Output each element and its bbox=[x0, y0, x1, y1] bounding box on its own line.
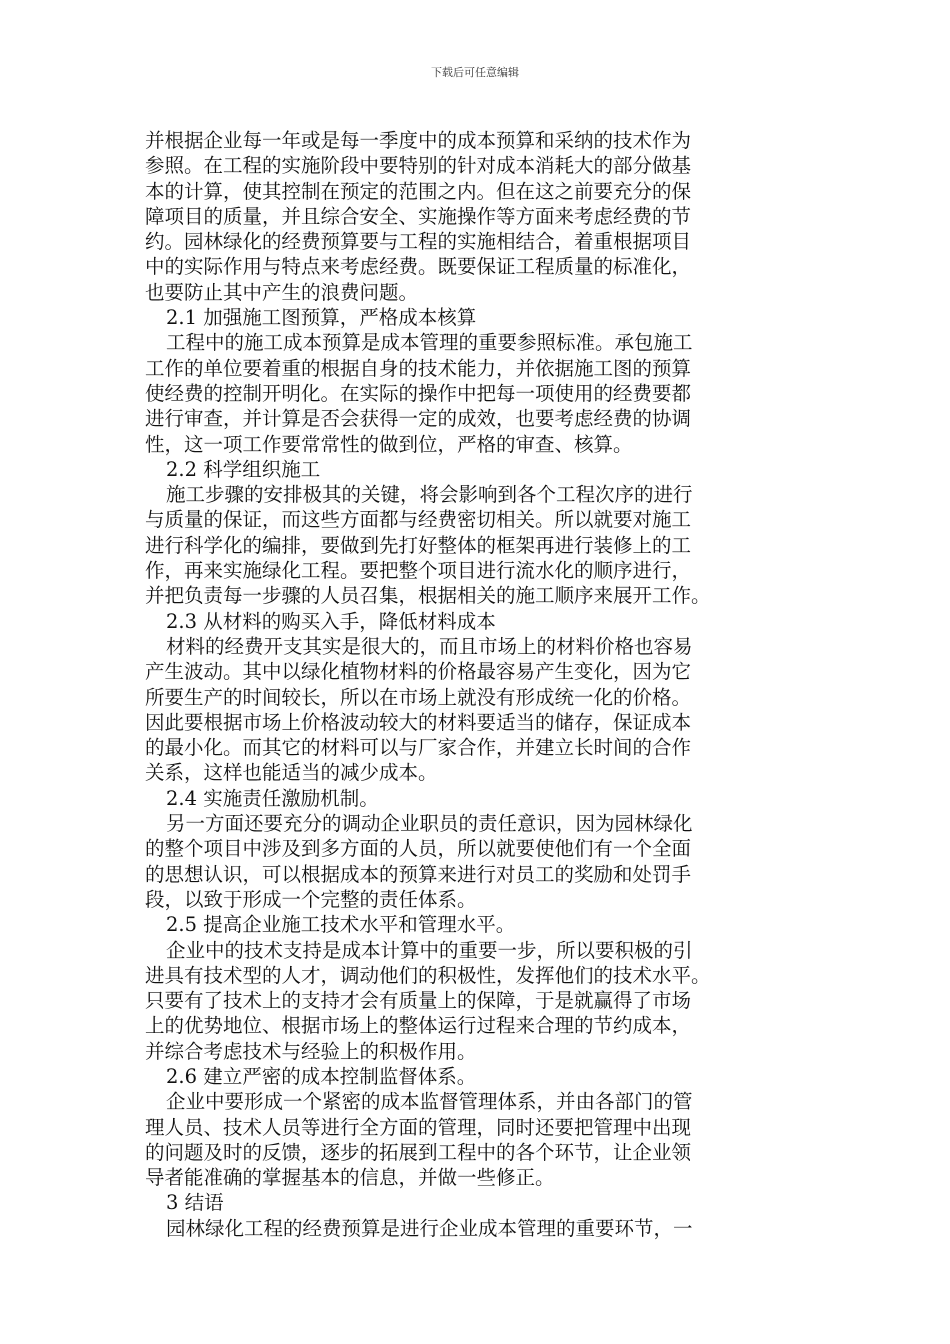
text-line: 本的计算，使其控制在预定的范围之内。但在这之前要充分的保 bbox=[145, 179, 692, 203]
document-body bbox=[145, 128, 785, 1241]
text-line: 工作的单位要着重的根据自身的技术能力，并依据施工图的预算 bbox=[145, 356, 692, 380]
text-line: 所要生产的时间较长，所以在市场上就没有形成统一化的价格。 bbox=[145, 685, 692, 709]
text-line: 的问题及时的反馈，逐步的拓展到工程中的各个环节，让企业领 bbox=[145, 1140, 692, 1164]
text-line: 进行审查，并计算是否会获得一定的成效，也要考虑经费的协调 bbox=[145, 407, 692, 431]
text-line: 2.6 建立严密的成本控制监督体系。 bbox=[166, 1064, 477, 1088]
text-line: 进具有技术型的人才，调动他们的积极性，发挥他们的技术水平。 bbox=[145, 963, 711, 987]
text-line: 的最小化。而其它的材料可以与厂家合作，并建立长时间的合作 bbox=[145, 736, 692, 760]
text-line: 理人员、技术人员等进行全方面的管理，同时还要把管理中出现 bbox=[145, 1115, 692, 1139]
page-header-note: 下载后可任意编辑 bbox=[431, 66, 519, 79]
text-line: 使经费的控制开明化。在实际的操作中把每一项使用的经费要都 bbox=[145, 381, 692, 405]
text-line: 关系，这样也能适当的减少成本。 bbox=[145, 761, 438, 785]
text-line: 参照。在工程的实施阶段中要特别的针对成本消耗大的部分做基 bbox=[145, 154, 692, 178]
text-line: 因此要根据市场上价格波动较大的材料要适当的储存，保证成本 bbox=[145, 710, 692, 734]
text-line: 产生波动。其中以绿化植物材料的价格最容易产生变化，因为它 bbox=[145, 660, 692, 684]
text-line: 2.2 科学组织施工 bbox=[166, 457, 321, 481]
text-line: 性，这一项工作要常常性的做到位，严格的审查、核算。 bbox=[145, 432, 633, 456]
text-line: 并综合考虑技术与经验上的积极作用。 bbox=[145, 1039, 477, 1063]
text-line: 也要防止其中产生的浪费问题。 bbox=[145, 280, 419, 304]
text-line: 导者能准确的掌握基本的信息，并做一些修正。 bbox=[145, 1166, 555, 1190]
text-line: 中的实际作用与特点来考虑经费。既要保证工程质量的标准化， bbox=[145, 255, 692, 279]
text-line: 的整个项目中涉及到多方面的人员，所以就要使他们有一个全面 bbox=[145, 837, 692, 861]
text-line: 园林绿化工程的经费预算是进行企业成本管理的重要环节，一 bbox=[166, 1216, 693, 1240]
text-line: 的思想认识，可以根据成本的预算来进行对员工的奖励和处罚手 bbox=[145, 862, 692, 886]
text-line: 材料的经费开支其实是很大的，而且市场上的材料价格也容易 bbox=[166, 634, 693, 658]
text-line: 约。园林绿化的经费预算要与工程的实施相结合，着重根据项目 bbox=[145, 230, 692, 254]
text-line: 并根据企业每一年或是每一季度中的成本预算和采纳的技术作为 bbox=[145, 129, 692, 152]
text-line: 并把负责每一步骤的人员召集，根据相关的施工顺序来展开工作。 bbox=[145, 584, 711, 608]
text-line: 施工步骤的安排极其的关键，将会影响到各个工程次序的进行 bbox=[166, 483, 693, 507]
text-line: 2.4 实施责任激励机制。 bbox=[166, 786, 379, 810]
text-line: 障项目的质量，并且综合安全、实施操作等方面来考虑经费的节 bbox=[145, 204, 692, 228]
text-line: 进行科学化的编排，要做到先打好整体的框架再进行装修上的工 bbox=[145, 533, 692, 557]
text-line: 工程中的施工成本预算是成本管理的重要参照标准。承包施工 bbox=[166, 331, 693, 355]
text-line: 企业中的技术支持是成本计算中的重要一步，所以要积极的引 bbox=[166, 938, 693, 962]
text-line: 只要有了技术上的支持才会有质量上的保障，于是就赢得了市场 bbox=[145, 989, 692, 1013]
text-line: 3 结语 bbox=[166, 1191, 224, 1215]
text-line: 2.1 加强施工图预算，严格成本核算 bbox=[166, 306, 477, 330]
text-line: 2.5 提高企业施工技术水平和管理水平。 bbox=[166, 913, 516, 937]
text-line: 上的优势地位、根据市场上的整体运行过程来合理的节约成本， bbox=[145, 1014, 692, 1038]
text-line: 段，以致于形成一个完整的责任体系。 bbox=[145, 887, 477, 911]
text-line: 另一方面还要充分的调动企业职员的责任意识，因为园林绿化 bbox=[166, 812, 693, 836]
text-line: 作，再来实施绿化工程。要把整个项目进行流水化的顺序进行， bbox=[145, 559, 692, 583]
text-line: 企业中要形成一个紧密的成本监督管理体系，并由各部门的管 bbox=[166, 1090, 693, 1114]
text-line: 与质量的保证，而这些方面都与经费密切相关。所以就要对施工 bbox=[145, 508, 692, 532]
text-line: 2.3 从材料的购买入手，降低材料成本 bbox=[166, 609, 496, 633]
